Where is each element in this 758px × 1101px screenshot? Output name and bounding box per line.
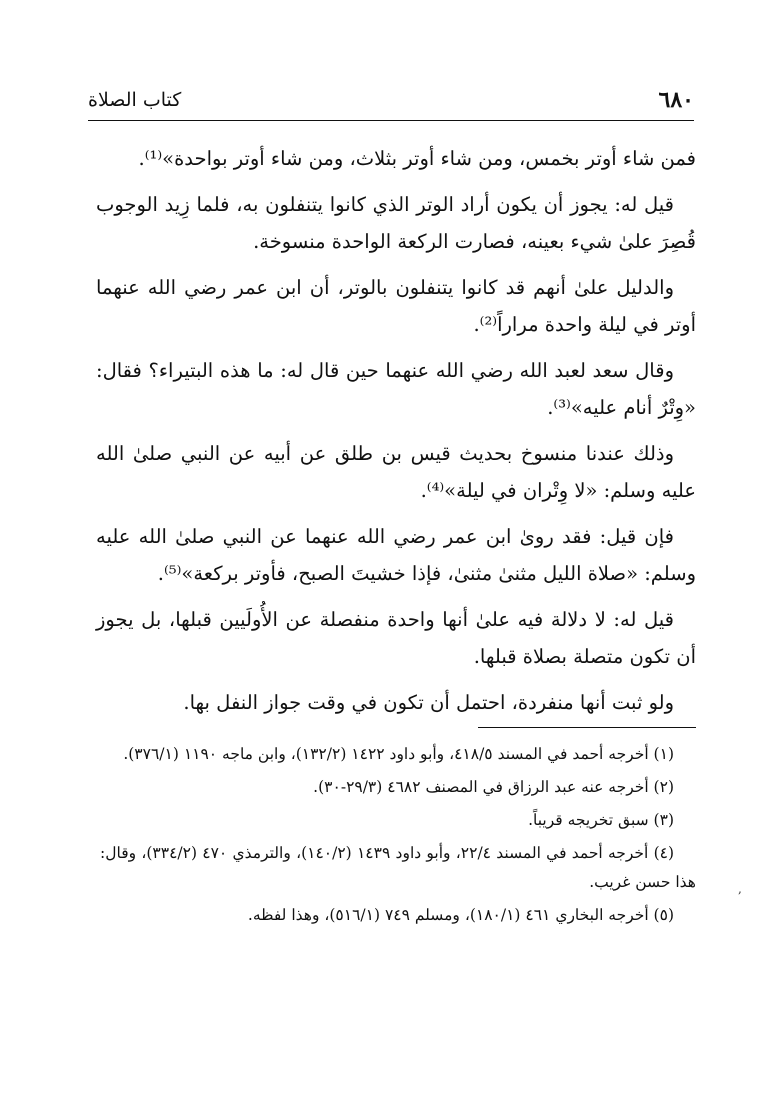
margin-mark: ,	[738, 882, 742, 896]
footnote: (٢) أخرجه عنه عبد الرزاق في المصنف ٤٦٨٢ (٢٩/٣-٣٠).	[313, 778, 674, 796]
main-text	[96, 140, 696, 729]
footnote: (١) أخرجه أحمد في المسند ٤١٨/٥، وأبو داود ١٤٢٢ (١٣٢/٢)، وابن ماجه ١١٩٠ (٣٧٦/١).	[123, 745, 674, 763]
paragraph: قيل له: يجوز أن يكون أراد الوتر الذي كانوا يتنفلون به، فلما زِيد الوجوب قُصِرَ علىٰ شيء بعينه، فصارت الركعة الواحدة منسوخة.	[96, 192, 696, 253]
page-number: ٦٨٠	[658, 87, 694, 113]
paragraph: فمن شاء أوتر بخمس، ومن شاء أوتر بثلاث، ومن شاء أوتر بواحدة»⁽¹⁾.	[138, 147, 696, 170]
paragraph: وذلك عندنا منسوخ بحديث قيس بن طلق عن أبيه عن النبي صلىٰ الله عليه وسلم: «لا وِتْران في ليلة»⁽⁴⁾.	[96, 441, 696, 502]
paragraph: قيل له: لا دلالة فيه علىٰ أنها واحدة منفصلة عن الأُولَيين قبلها، بل يجوز أن تكون متصلة بصلاة قبلها.	[96, 607, 696, 668]
running-title: كتاب الصلاة	[88, 89, 182, 111]
paragraph: ولو ثبت أنها منفردة، احتمل أن تكون في وقت جواز النفل بها.	[183, 690, 674, 714]
footnote: (٥) أخرجه البخاري ٤٦١ (١٨٠/١)، ومسلم ٧٤٩ (٥١٦/١)، وهذا لفظه.	[247, 906, 674, 924]
page-header	[88, 80, 694, 120]
footnote-separator	[478, 727, 696, 728]
paragraph: والدليل علىٰ أنهم قد كانوا يتنفلون بالوتر، أن ابن عمر رضي الله عنهما أوتر في ليلة واحدة مراراً⁽²⁾.	[96, 275, 696, 336]
footnotes	[100, 740, 696, 934]
footnote: (٤) أخرجه أحمد في المسند ٢٢/٤، وأبو داود ١٤٣٩ (١٤٠/٢)، والترمذي ٤٧٠ (٣٣٤/٢)، وقال: هذا حسن غريب.	[100, 844, 696, 891]
paragraph: فإن قيل: فقد روىٰ ابن عمر رضي الله عنهما عن النبي صلىٰ الله عليه وسلم: «صلاة الليل مثنىٰ مثنىٰ، فإذا خشيتَ الصبح، فأوتر بركعة»⁽⁵⁾.	[96, 524, 696, 585]
header-rule	[88, 120, 694, 121]
paragraph: وقال سعد لعبد الله رضي الله عنهما حين قال له: ما هذه البتيراء؟ فقال: «وِتْرٌ أنام عليه»⁽³⁾.	[96, 358, 696, 419]
footnote: (٣) سبق تخريجه قريباً.	[528, 811, 674, 829]
